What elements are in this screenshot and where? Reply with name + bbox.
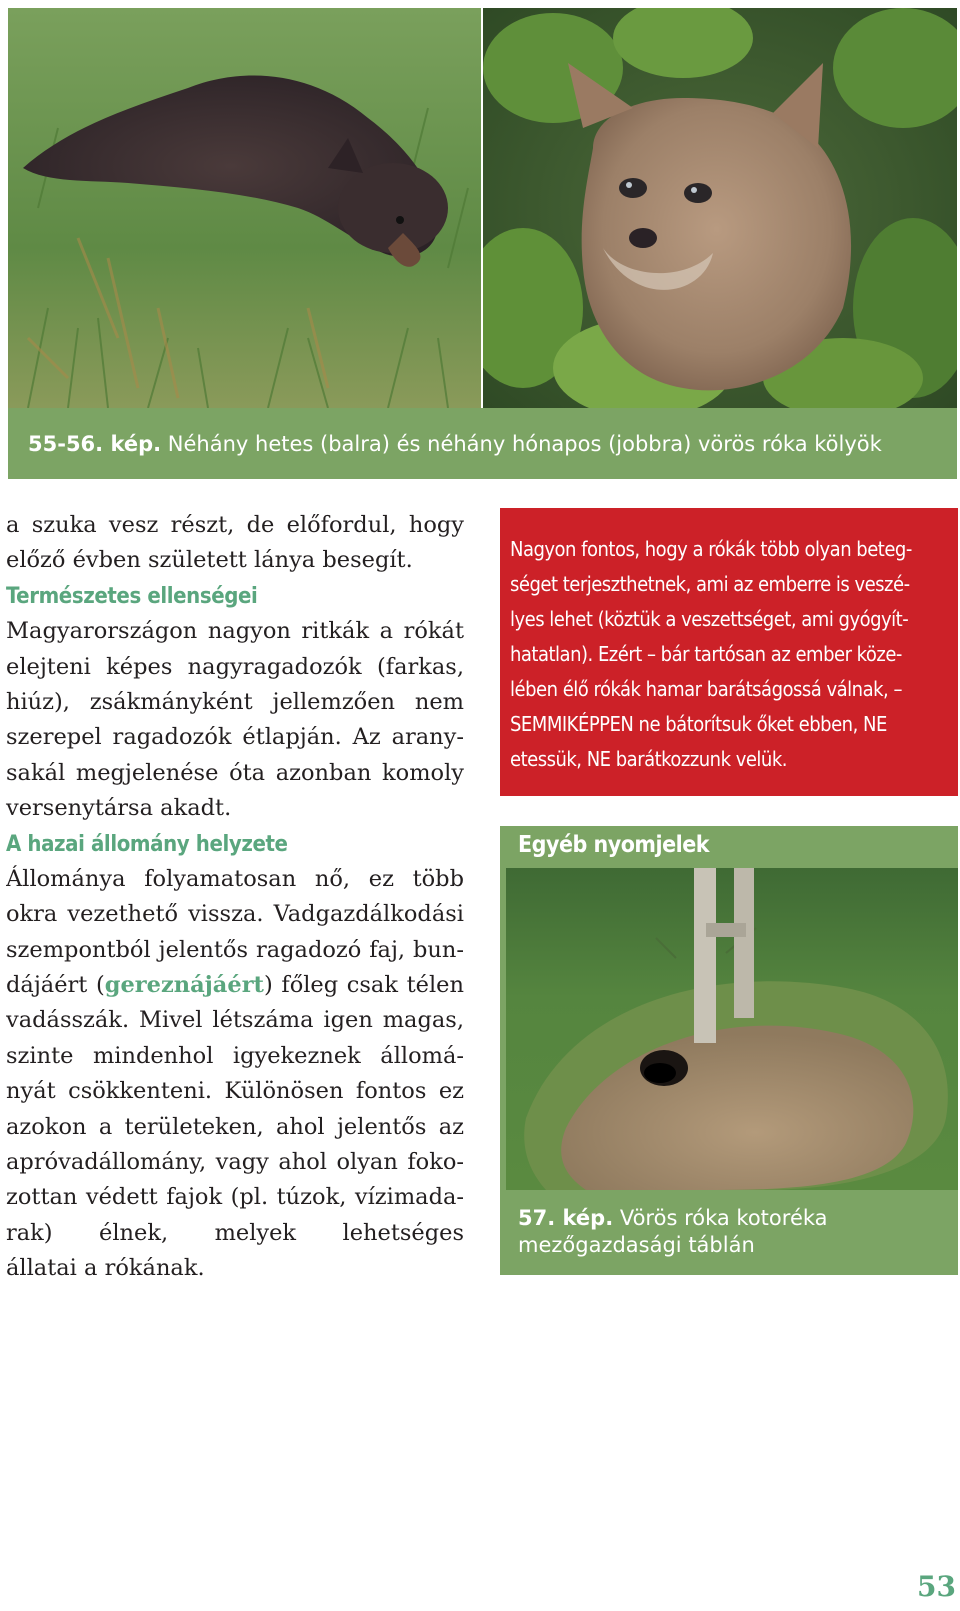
glossary-term-pelt: gereznájáért bbox=[104, 972, 264, 999]
figure-caption-text: mezőgazdasági táblán bbox=[518, 1233, 755, 1257]
warning-line: etessük, NE barátkozzunk velük. bbox=[510, 747, 787, 771]
warning-line: Nagyon fontos, hogy a rókák több olyan beteg- bbox=[510, 537, 912, 561]
body-line: Magyarországon nagyon ritkák a rókát bbox=[6, 618, 464, 645]
body-line: szinte mindenhol igyekeznek állomá- bbox=[6, 1042, 464, 1069]
body-line: szempontból jelentős ragadozó faj, bun- bbox=[6, 936, 464, 963]
figure-number: 57. kép. bbox=[518, 1206, 614, 1230]
body-text-column bbox=[6, 508, 464, 1287]
warning-line: séget terjeszthetnek, ami az emberre is veszé- bbox=[510, 572, 910, 596]
warning-line: SEMMIKÉPPEN ne bátorítsuk őket ebben, NE bbox=[510, 712, 887, 736]
body-line: okra vezethető vissza. Vadgazdálkodási bbox=[6, 901, 464, 928]
body-line: Állománya folyamatosan nő, ez több bbox=[6, 865, 464, 892]
warning-line: lében élő rókák hamar barátságossá válnak, – bbox=[510, 677, 902, 701]
section-heading-natural-enemies: Természetes ellenségei bbox=[6, 583, 258, 609]
body-line: nyát csökkenteni. Különösen fontos ez bbox=[6, 1078, 464, 1105]
figure-caption-text: Vörös róka kotoréka bbox=[613, 1206, 828, 1230]
warning-line: hatatlan). Ezért – bár tartósan az ember köze- bbox=[510, 642, 902, 666]
figure-number: 55-56. kép. bbox=[28, 432, 162, 456]
body-line: versenytársa akadt. bbox=[6, 795, 232, 822]
body-line: vadásszák. Mivel létszáma igen magas, bbox=[6, 1007, 464, 1034]
fox-den-photo bbox=[506, 868, 958, 1190]
body-line: előző évben született lánya besegít. bbox=[6, 547, 413, 574]
rabies-warning-box bbox=[500, 508, 958, 796]
warning-line: lyes lehet (köztük a veszettséget, ami gyógyít- bbox=[510, 607, 909, 631]
body-line: hiúz), zsákmányként jellemzően nem bbox=[6, 688, 464, 715]
other-signs-title: Egyéb nyomjelek bbox=[518, 832, 709, 858]
body-text: ) főleg csak télen bbox=[263, 972, 464, 999]
body-line: állatai a rókának. bbox=[6, 1255, 205, 1282]
figure-caption-57 bbox=[518, 1205, 828, 1259]
page-number: 53 bbox=[917, 1570, 956, 1603]
body-line: a szuka vesz részt, de előfordul, hogy bbox=[6, 512, 464, 538]
fox-cub-weeks-old-photo bbox=[8, 8, 481, 408]
body-line: sakál megjelenése óta azonban komoly bbox=[6, 759, 464, 786]
body-line: azokon a területeken, ahol jelentős az bbox=[6, 1113, 464, 1140]
body-line: apróvadállomány, vagy ahol olyan foko- bbox=[6, 1149, 464, 1176]
body-line: szerepel ragadozók étlapján. Az arany- bbox=[6, 724, 464, 751]
body-text: dájáért ( bbox=[6, 972, 105, 999]
body-line: elejteni képes nagyragadozók (farkas, bbox=[6, 653, 464, 680]
body-line: rak) élnek, melyek lehetséges bbox=[6, 1219, 464, 1246]
figure-caption-text: Néhány hetes (balra) és néhány hónapos (jobbra) vörös róka kölyök bbox=[161, 432, 882, 456]
fox-cub-months-old-photo bbox=[483, 8, 957, 408]
body-line: zottan védett fajok (pl. túzok, vízimada- bbox=[6, 1184, 464, 1211]
body-line-pelt bbox=[6, 968, 464, 1003]
figure-caption-55-56 bbox=[8, 408, 957, 479]
section-heading-population-status: A hazai állomány helyzete bbox=[6, 831, 288, 857]
